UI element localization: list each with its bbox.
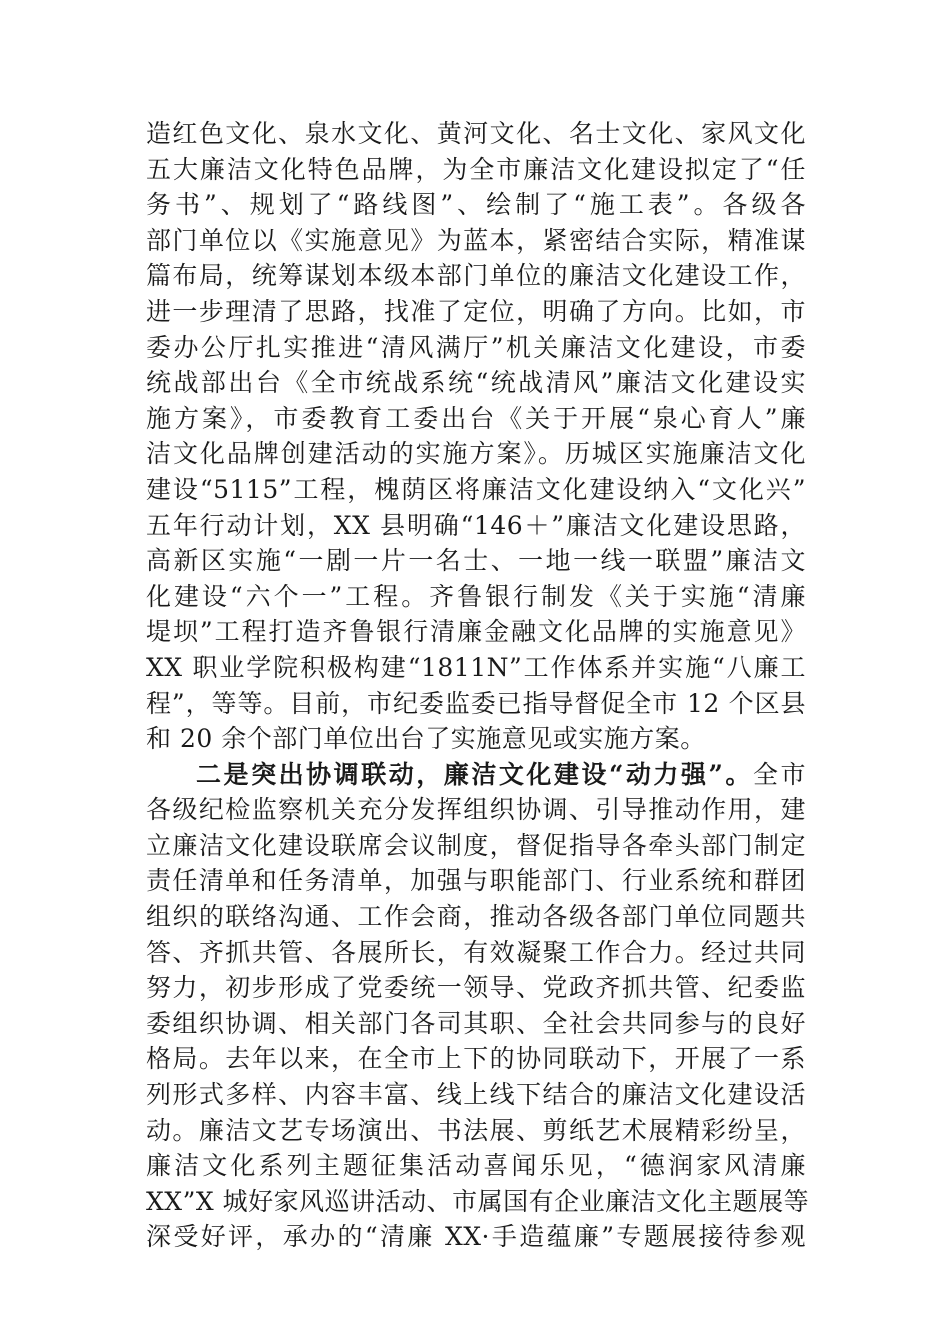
text-line: 洁文化品牌创建活动的实施方案》。历城区实施廉洁文化 bbox=[146, 439, 806, 469]
text-line: XX”X 城好家风巡讲活动、市属国有企业廉洁文化主题展等 bbox=[146, 1186, 810, 1216]
document-body bbox=[146, 116, 810, 1255]
text-line: 廉洁文化系列主题征集活动喜闻乐见，“德润家风清廉 bbox=[146, 1151, 806, 1181]
text-line: 程”，等等。目前，市纪委监委已指导督促全市 12 个区县 bbox=[146, 688, 806, 718]
text-line: 施方案》，市委教育工委出台《关于开展“泉心育人”廉 bbox=[146, 403, 806, 433]
text-line: 堤坝”工程打造齐鲁银行清廉金融文化品牌的实施意见》 bbox=[146, 617, 806, 647]
text-line: 篇布局，统筹谋划本级本部门单位的廉洁文化建设工作， bbox=[146, 261, 806, 291]
text-line: 各级纪检监察机关充分发挥组织协调、引导推动作用，建 bbox=[146, 795, 806, 825]
text-line: 责任清单和任务清单，加强与职能部门、行业系统和群团 bbox=[146, 866, 806, 896]
text-line: 努力，初步形成了党委统一领导、党政齐抓共管、纪委监 bbox=[146, 973, 806, 1003]
text-line: XX 职业学院积极构建“1811N”工作体系并实施“八廉工 bbox=[146, 652, 806, 682]
text-line: 化建设“六个一”工程。齐鲁银行制发《关于实施“清廉 bbox=[146, 581, 806, 611]
paragraph-first-line bbox=[146, 757, 806, 793]
text-line: 务书”、规划了“路线图”、绘制了“施工表”。各级各 bbox=[146, 190, 806, 220]
text-line: 高新区实施“一剧一片一名士、一地一线一联盟”廉洁文 bbox=[146, 546, 806, 576]
text-line: 格局。去年以来，在全市上下的协同联动下，开展了一系 bbox=[146, 1044, 806, 1074]
text-line: 组织的联络沟通、工作会商，推动各级各部门单位同题共 bbox=[146, 902, 806, 932]
paragraph-text: 全市 bbox=[752, 759, 806, 789]
text-line: 五大廉洁文化特色品牌，为全市廉洁文化建设拟定了“任 bbox=[146, 154, 806, 184]
text-line: 答、齐抓共管、各展所长，有效凝聚工作合力。经过共同 bbox=[146, 937, 806, 967]
text-line: 委组织协调、相关部门各司其职、全社会共同参与的良好 bbox=[146, 1008, 806, 1038]
text-line: 建设“5115”工程，槐荫区将廉洁文化建设纳入“文化兴” bbox=[146, 474, 806, 504]
paragraph-heading: 二是突出协调联动，廉洁文化建设“动力强”。 bbox=[196, 759, 753, 789]
text-line: 和 20 余个部门单位出台了实施意见或实施方案。 bbox=[146, 724, 706, 754]
text-line: 委办公厅扎实推进“清风满厅”机关廉洁文化建设，市委 bbox=[146, 332, 806, 362]
text-line: 立廉洁文化建设联席会议制度，督促指导各牵头部门制定 bbox=[146, 830, 806, 860]
text-line: 统战部出台《全市统战系统“统战清风”廉洁文化建设实 bbox=[146, 368, 806, 398]
text-line: 部门单位以《实施意见》为蓝本，紧密结合实际，精准谋 bbox=[146, 225, 806, 255]
text-line: 动。廉洁文艺专场演出、书法展、剪纸艺术展精彩纷呈， bbox=[146, 1115, 806, 1145]
text-line: 五年行动计划，XX 县明确“146＋”廉洁文化建设思路， bbox=[146, 510, 806, 540]
text-line: 进一步理清了思路，找准了定位，明确了方向。比如，市 bbox=[146, 296, 806, 326]
text-line: 造红色文化、泉水文化、黄河文化、名士文化、家风文化 bbox=[146, 119, 806, 148]
text-line: 列形式多样、内容丰富、线上线下结合的廉洁文化建设活 bbox=[146, 1080, 806, 1110]
text-line: 深受好评，承办的“清廉 XX·手造蕴廉”专题展接待参观 bbox=[146, 1222, 806, 1252]
